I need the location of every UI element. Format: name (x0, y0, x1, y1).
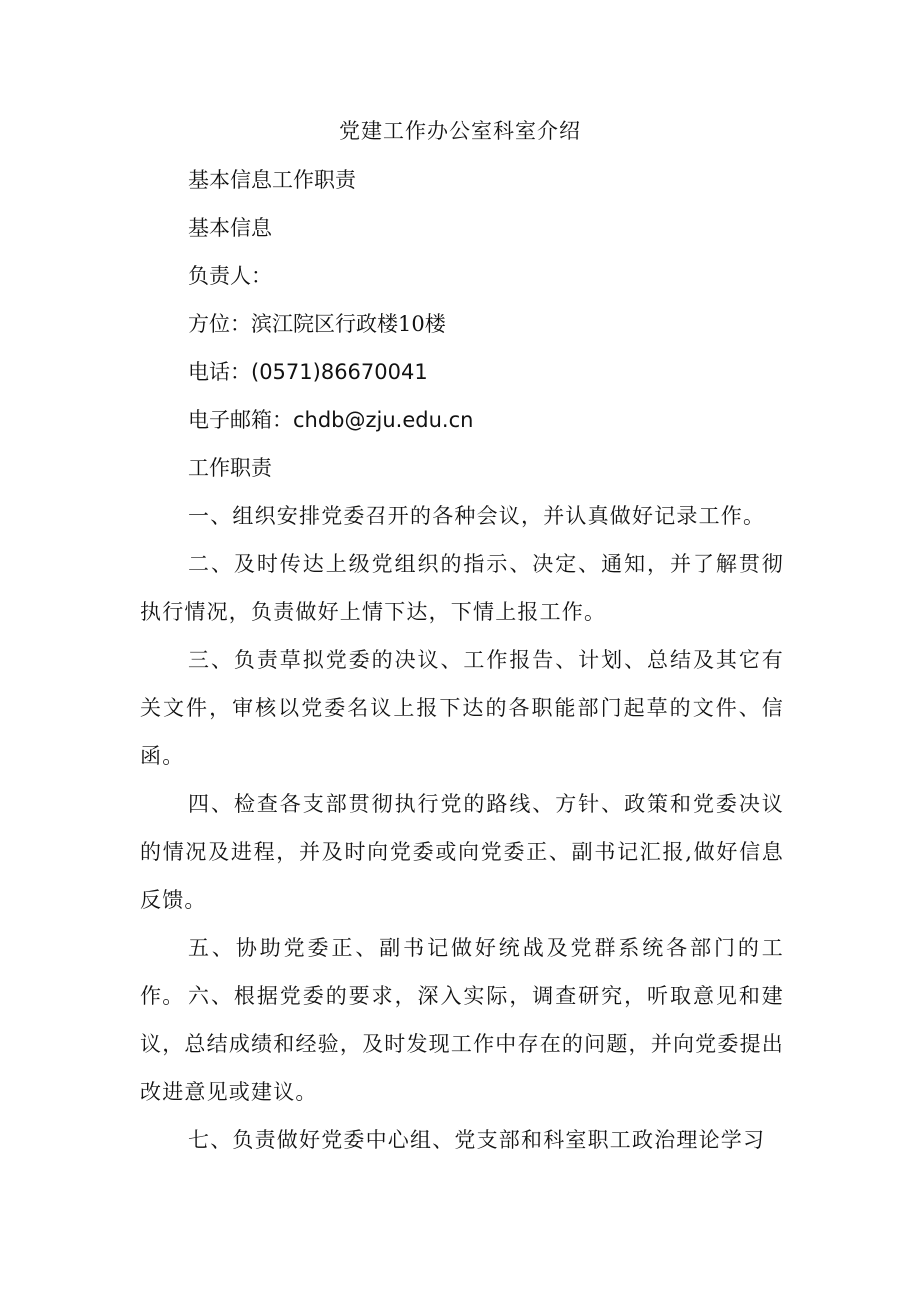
head-field (188, 259, 272, 293)
duty-item-2: 二、及时传达上级党组织的指示、决定、通知，并了解贯彻执行情况，负责做好上情下达，下情上报工作。 (140, 552, 784, 624)
head-label: 负责人： (188, 264, 272, 288)
location-field (188, 307, 446, 341)
duty-item-3: 三、负责草拟党委的决议、工作报告、计划、总结及其它有关文件，审核以党委名议上报下达的各职能部门起草的文件、信函。 (140, 648, 784, 768)
duty-item-4: 四、检查各支部贯彻执行党的路线、方针、政策和党委决议的情况及进程，并及时向党委或向党委正、副书记汇报,做好信息反馈。 (140, 792, 784, 912)
duty-item-7: 七、负责做好党委中心组、党支部和科室职工政治理论学习 (188, 1128, 766, 1152)
document-title: 党建工作办公室科室介绍 (339, 119, 581, 143)
email-value: chdb@zju.edu.cn (293, 408, 474, 432)
duty-item-1: 一、组织安排党委召开的各种会议，并认真做好记录工作。 (188, 504, 766, 528)
email-label: 电子邮箱： (188, 408, 293, 432)
basic-info-header: 基本信息 (188, 216, 272, 240)
phone-field (188, 355, 428, 389)
phone-label: 电话： (188, 360, 251, 384)
section-header: 基本信息工作职责 (188, 168, 356, 192)
phone-value: (0571)86670041 (251, 360, 428, 384)
location-label: 方位： (188, 312, 251, 336)
location-value: 滨江院区行政楼10楼 (251, 312, 446, 336)
duties-header: 工作职责 (188, 456, 272, 480)
duty-item-5: 五、协助党委正、副书记做好统战及党群系统各部门的工作。 (140, 936, 784, 1008)
email-field (188, 403, 473, 437)
duty-item-6: 六、根据党委的要求，深入实际，调查研究，听取意见和建议，总结成绩和经验，及时发现工作中存在的问题，并向党委提出改进意见或建议。 (140, 984, 784, 1104)
